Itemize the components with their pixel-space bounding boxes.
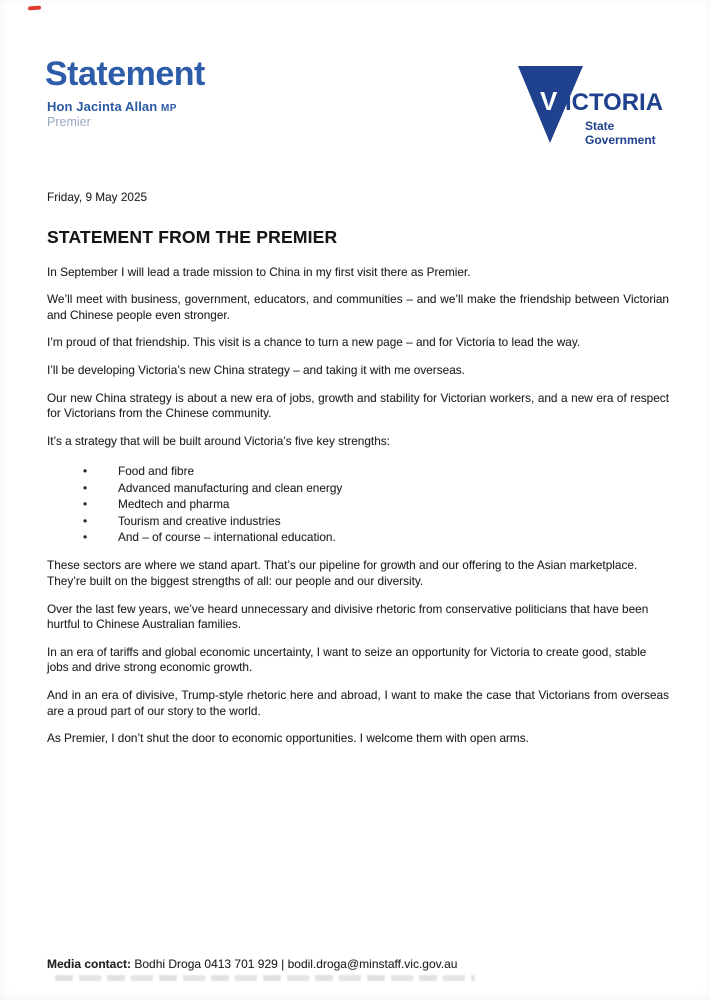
logo-government-label: Government (585, 133, 656, 147)
bullet-icon: • (83, 480, 88, 495)
paragraph: Over the last few years, we’ve heard unnecessary and divisive rhetoric from conservative politicians that have been hurtful to Chinese Australian families. (47, 601, 649, 632)
list-item-label: Food and fibre (118, 464, 195, 479)
bullet-icon: • (83, 464, 88, 479)
key-strengths-list (47, 463, 669, 545)
list-item-label: And – of course – international education. (118, 529, 336, 544)
media-contact (47, 957, 669, 971)
list-item (47, 513, 669, 529)
victoria-state-government-logo (515, 60, 665, 148)
list-item (47, 496, 669, 512)
list-item-label: Medtech and pharma (118, 497, 230, 512)
victoria-logo-graphic (515, 60, 665, 148)
list-item (47, 529, 669, 545)
list-item (47, 480, 669, 496)
paragraph: Our new China strategy is about a new era of jobs, growth and stability for Victorian workers, and a new era of respect for Victorians from the Chinese community. (47, 390, 669, 421)
paragraph: In an era of tariffs and global economic uncertainty, I want to seize an opportunity for Victoria to create good, stable jobs and drive strong economic growth. (47, 644, 647, 675)
logo-letter-v: V (540, 86, 558, 116)
bullet-icon: • (83, 513, 88, 528)
logo-state-label: State (585, 119, 615, 133)
masthead-title: Statement (45, 55, 205, 93)
list-item-label: Tourism and creative industries (118, 513, 281, 528)
paragraph: We’ll meet with business, government, educators, and communities – and we’ll make the friendship between Victorian and Chinese people even stronger. (47, 292, 669, 322)
paragraph: As Premier, I don’t shut the door to economic opportunities. I welcome them with open arms. (47, 731, 529, 746)
paragraph: It’s a strategy that will be built around Victoria’s five key strengths: (47, 433, 390, 448)
media-contact-label: Media contact: (47, 957, 132, 971)
minister-role: Premier (47, 115, 91, 129)
bullet-icon: • (83, 529, 88, 544)
bullet-icon: • (83, 497, 88, 512)
statement-body (47, 190, 669, 759)
paragraph: I’ll be developing Victoria’s new China strategy – and taking it with me overseas. (47, 362, 465, 377)
list-item-label: Advanced manufacturing and clean energy (118, 480, 343, 495)
cutoff-text-remnant (55, 975, 475, 981)
statement-date: Friday, 9 May 2025 (47, 190, 148, 204)
statement-title: STATEMENT FROM THE PREMIER (47, 226, 338, 247)
logo-wordmark-rest: ICTORIA (565, 89, 663, 116)
scan-artifact-red-mark (28, 6, 41, 10)
media-contact-details: Bodhi Droga 0413 701 929 | bodil.droga@minstaff.vic.gov.au (134, 957, 458, 971)
paragraph: These sectors are where we stand apart. That’s our pipeline for growth and our offering to the Asian marketplace. They’re built on the biggest strengths of all: our people and our diversity. (47, 558, 638, 588)
minister-name (47, 99, 177, 114)
minister-name-text: Hon Jacinta Allan (47, 99, 158, 114)
minister-postnominal: MP (161, 103, 177, 114)
paragraph: And in an era of divisive, Trump-style rhetoric here and abroad, I want to make the case that Victorians from overseas are a proud part of our story to the world. (47, 687, 669, 718)
paragraph: I’m proud of that friendship. This visit is a chance to turn a new page – and for Victoria to lead the way. (47, 335, 581, 350)
paragraph: In September I will lead a trade mission to China in my first visit there as Premier. (47, 264, 471, 279)
list-item (47, 463, 669, 479)
